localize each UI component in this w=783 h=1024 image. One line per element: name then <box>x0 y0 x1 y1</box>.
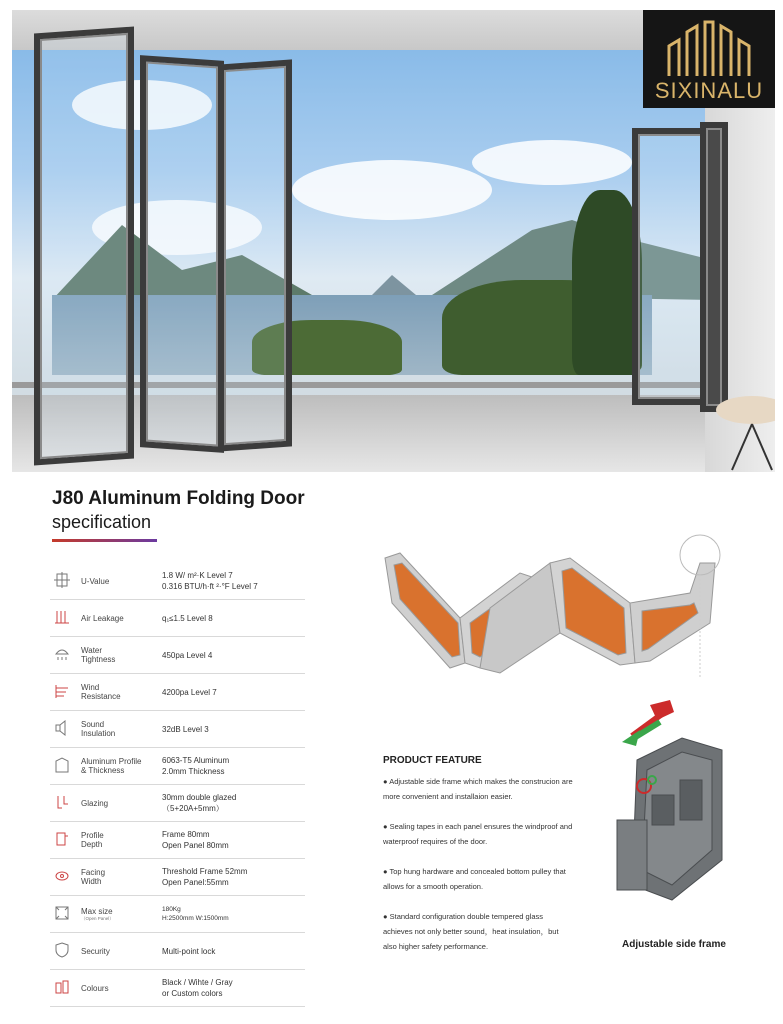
spec-value-line: 2.0mm Thickness <box>162 767 225 776</box>
spec-label: Glazing <box>81 798 109 808</box>
spec-value <box>162 748 305 784</box>
air-leakage-icon <box>54 609 70 625</box>
spec-label: U-Value <box>81 576 110 586</box>
side-frame-caption: Adjustable side frame <box>622 939 726 950</box>
glazing-icon <box>54 794 70 810</box>
spec-value <box>162 637 305 673</box>
spec-value-line: Black / Wihte / Gray <box>162 978 233 987</box>
page-subtitle: specification <box>52 512 152 532</box>
brand-logo <box>643 10 775 108</box>
spec-label: Security <box>81 946 110 956</box>
side-frame-render <box>612 700 742 912</box>
spec-value-line: 32dB Level 3 <box>162 724 209 734</box>
spec-value-line: Multi-point lock <box>162 946 216 956</box>
spec-value <box>162 711 305 747</box>
feature-item: ● Standard configuration double tempered glass achieves not only better sound，heat insulation，but also higher safety performance. <box>383 912 559 951</box>
spec-row <box>50 563 305 600</box>
lounge-chair <box>712 360 775 472</box>
spec-value-line: 1.8 W/ m²·K Level 7 <box>162 571 233 580</box>
spec-value-line: Open Panel:55mm <box>162 878 229 887</box>
door-panel <box>218 59 292 451</box>
spec-value <box>162 896 305 932</box>
spec-value-line: （5+20A+5mm） <box>162 804 224 813</box>
spec-value-line: H:2500mm W:1500mm <box>162 915 229 922</box>
title-underline <box>52 539 157 542</box>
feature-item: ● Adjustable side frame which makes the construcion are more convenient and installaion easier. <box>383 777 573 801</box>
spec-value <box>162 563 305 599</box>
feature-title: PRODUCT FEATURE <box>383 755 482 766</box>
spec-label-text: Max size <box>81 906 113 916</box>
spec-row <box>50 600 305 637</box>
wind-resistance-icon <box>54 683 70 699</box>
spec-row <box>50 822 305 859</box>
spec-label: Water Tightness <box>81 646 116 664</box>
spec-value <box>162 674 305 710</box>
spec-value-line: 450pa Level 4 <box>162 650 213 660</box>
spec-row <box>50 785 305 822</box>
spec-value-line: 180Kg <box>162 906 181 913</box>
feature-item: ● Sealing tapes in each panel ensures the windproof and waterproof requires of the door. <box>383 822 573 846</box>
spec-value <box>162 859 305 895</box>
spec-row <box>50 859 305 896</box>
spec-value-line: 30mm double glazed <box>162 793 237 802</box>
spec-label-note: （Open Panel） <box>81 915 114 921</box>
feature-item: ● Top hung hardware and concealed bottom pulley that allows for a smooth operation. <box>383 867 566 891</box>
spec-value <box>162 600 305 636</box>
spec-value-line: or Custom colors <box>162 989 223 998</box>
aluminum-profile-icon <box>54 757 70 773</box>
colours-icon <box>54 979 70 995</box>
spec-value-line: 4200pa Level 7 <box>162 687 217 697</box>
spec-label: Wind Resistance <box>81 683 121 701</box>
feature-list <box>383 774 573 969</box>
profile-depth-icon <box>54 831 70 847</box>
spec-value-line: Open Panel 80mm <box>162 841 229 850</box>
folding-profile-render <box>380 533 725 678</box>
spec-value <box>162 970 305 1006</box>
spec-value-line: Threshold Frame 52mm <box>162 867 248 876</box>
spec-label <box>81 896 156 932</box>
spec-value-line: 6063-T5 Aluminum <box>162 756 230 765</box>
spec-row <box>50 970 305 1007</box>
spec-value-line: q₁≤1.5 Level 8 <box>162 613 213 623</box>
spec-row <box>50 637 305 674</box>
spec-label: Colours <box>81 983 109 993</box>
spec-label: Facing Width <box>81 868 106 886</box>
sound-insulation-icon <box>54 720 70 736</box>
spec-label: Sound Insulation <box>81 720 116 738</box>
spec-value <box>162 822 305 858</box>
spec-value <box>162 933 305 969</box>
spec-row <box>50 748 305 785</box>
spec-label: Aluminum Profile & Thickness <box>81 757 142 775</box>
water-tightness-icon <box>54 646 70 662</box>
spec-row <box>50 674 305 711</box>
facing-width-icon <box>54 868 70 884</box>
spec-value-line: Frame 80mm <box>162 830 210 839</box>
max-size-icon <box>54 905 70 921</box>
brand-name: SIXINALU <box>654 78 764 103</box>
spec-value <box>162 785 305 821</box>
spec-row <box>50 711 305 748</box>
security-icon <box>54 942 70 958</box>
page-title: J80 Aluminum Folding Door <box>52 488 305 509</box>
spec-table <box>50 563 305 1007</box>
door-panel <box>34 27 134 466</box>
spec-value-line: 0.316 BTU/h·ft ²·°F Level 7 <box>162 582 258 591</box>
spec-row <box>50 896 305 933</box>
logo-mark <box>665 18 753 76</box>
u-value-icon <box>54 572 70 588</box>
spec-label: Air Leakage <box>81 613 124 623</box>
spec-row <box>50 933 305 970</box>
cloud <box>472 140 632 185</box>
door-panel <box>140 55 224 453</box>
door-panel <box>632 128 710 405</box>
spec-label: Profile Depth <box>81 831 104 849</box>
